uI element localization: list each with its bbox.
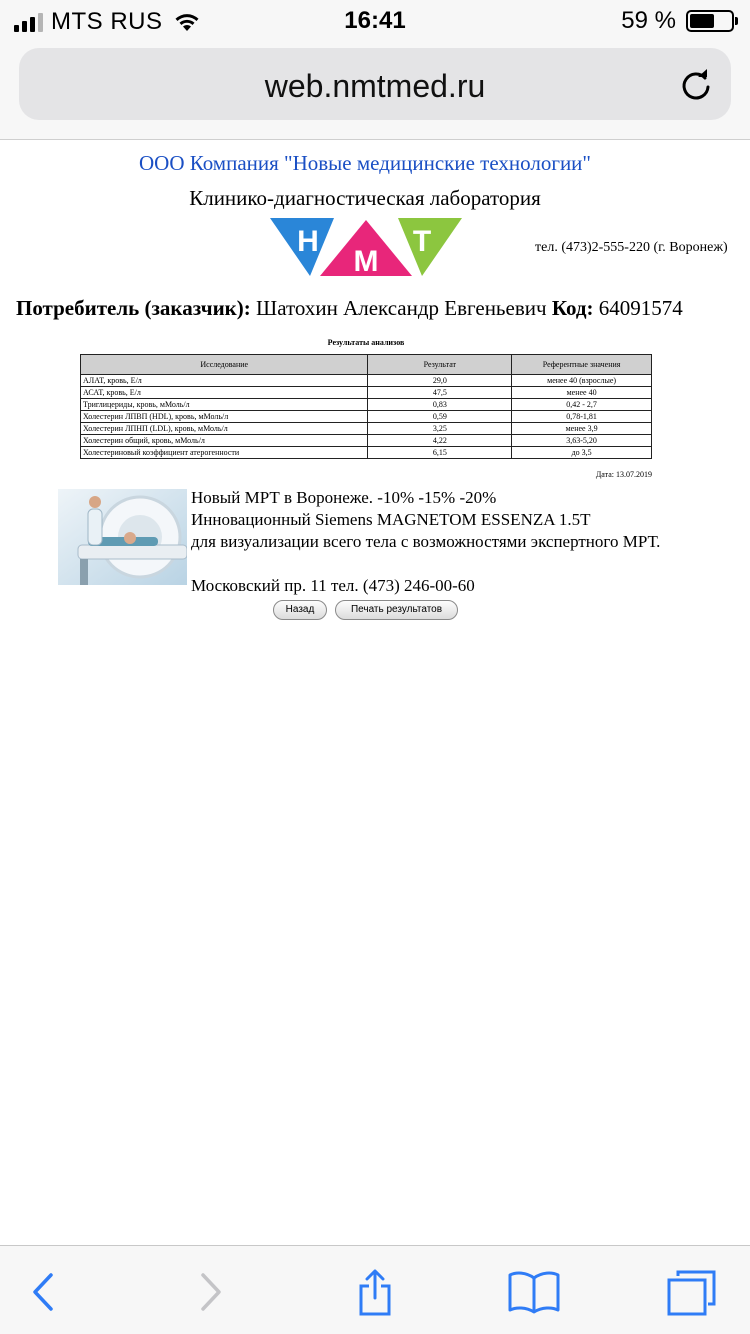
- table-row: [81, 447, 652, 459]
- address-bar[interactable]: [19, 48, 731, 120]
- lab-name: Клинико-диагностическая лаборатория: [189, 186, 541, 210]
- print-results-button[interactable]: Печать результатов: [335, 600, 458, 620]
- back-button[interactable]: Назад: [273, 600, 327, 620]
- test-reference: менее 40 (взрослые): [512, 375, 652, 387]
- toolbar-back-button[interactable]: [17, 1268, 69, 1316]
- test-reference: 0,78-1,81: [512, 411, 652, 423]
- bookmarks-icon[interactable]: [508, 1270, 560, 1314]
- test-reference: до 3,5: [512, 447, 652, 459]
- table-row: [81, 399, 652, 411]
- company-name: ООО Компания "Новые медицинские технологии": [138, 151, 591, 175]
- test-result: 0,59: [368, 411, 512, 423]
- table-row: [81, 423, 652, 435]
- status-right: [621, 7, 734, 35]
- advert-line-3: для визуализации всего тела с возможностями экспертного МРТ.: [191, 532, 661, 551]
- table-row: [81, 375, 652, 387]
- consumer-line: [16, 296, 683, 321]
- toolbar-tabs-button[interactable]: [666, 1268, 718, 1316]
- results-table: [80, 354, 652, 459]
- table-row: [81, 387, 652, 399]
- table-header-row: [81, 355, 652, 375]
- battery-level: [690, 14, 714, 28]
- browser-address-area: [0, 40, 750, 140]
- column-header-result: Результат: [368, 355, 512, 375]
- battery-icon: [686, 10, 734, 32]
- back-icon[interactable]: [31, 1272, 55, 1312]
- column-header-test: Исследование: [81, 355, 368, 375]
- toolbar-forward-button[interactable]: [185, 1268, 237, 1316]
- reload-icon[interactable]: [679, 68, 713, 102]
- test-name: Холестерин ЛПВП (HDL), кровь, мМоль/л: [81, 411, 368, 423]
- test-reference: 3,63-5,20: [512, 435, 652, 447]
- url-text[interactable]: web.nmtmed.ru: [264, 68, 486, 104]
- table-row: [81, 435, 652, 447]
- test-result: 6,15: [368, 447, 512, 459]
- share-icon[interactable]: [355, 1268, 395, 1316]
- mri-advert-image[interactable]: [58, 489, 187, 585]
- forward-icon[interactable]: [199, 1272, 223, 1312]
- test-name: АЛАТ, кровь, Е/л: [81, 375, 368, 387]
- test-result: 3,25: [368, 423, 512, 435]
- test-result: 0,83: [368, 399, 512, 411]
- toolbar-share-button[interactable]: [349, 1268, 401, 1316]
- mri-advert-text[interactable]: [191, 487, 660, 597]
- logo-letter-t: Т: [412, 225, 432, 258]
- test-name: Холестерин ЛПНП (LDL), кровь, мМоль/л: [81, 423, 368, 435]
- test-name: Триглицериды, кровь, мМоль/л: [81, 399, 368, 411]
- logo-letter-n: Н: [297, 225, 319, 258]
- test-name: Холестериновый коэффициент атерогенности: [81, 447, 368, 459]
- lab-phone: тел. (473)2-555-220 (г. Воронеж): [535, 240, 728, 255]
- column-header-reference: Референтные значения: [512, 355, 652, 375]
- nmt-logo: [270, 218, 462, 278]
- advert-line-1: Новый МРТ в Воронеже. -10% -15% -20%: [191, 488, 497, 507]
- battery-percentage: 59 %: [621, 7, 676, 34]
- code-label: Код:: [551, 296, 594, 320]
- tabs-icon[interactable]: [666, 1268, 718, 1316]
- status-bar: [0, 0, 750, 40]
- consumer-name: Шатохин Александр Евгеньевич: [256, 296, 547, 320]
- clock: 16:41: [344, 7, 406, 34]
- test-result: 47,5: [368, 387, 512, 399]
- consumer-label: Потребитель (заказчик):: [16, 296, 251, 320]
- table-row: [81, 411, 652, 423]
- advert-line-2: Инновационный Siemens MAGNETOM ESSENZA 1.5T: [191, 510, 591, 529]
- advert-address: Московский пр. 11 тел. (473) 246-00-60: [191, 576, 475, 595]
- test-result: 29,0: [368, 375, 512, 387]
- consumer-code: 64091574: [598, 296, 683, 320]
- toolbar-bookmarks-button[interactable]: [508, 1268, 560, 1316]
- test-result: 4,22: [368, 435, 512, 447]
- logo-letter-m: М: [353, 245, 379, 278]
- results-title: Результаты анализов: [327, 338, 405, 347]
- carrier-name: MTS RUS: [51, 8, 163, 35]
- test-reference: менее 40: [512, 387, 652, 399]
- test-reference: менее 3,9: [512, 423, 652, 435]
- test-name: Холестерин общий, кровь, мМоль/л: [81, 435, 368, 447]
- browser-toolbar: [0, 1245, 750, 1334]
- results-date: Дата: 13.07.2019: [595, 470, 652, 479]
- test-reference: 0,42 - 2,7: [512, 399, 652, 411]
- test-name: АСАТ, кровь, Е/л: [81, 387, 368, 399]
